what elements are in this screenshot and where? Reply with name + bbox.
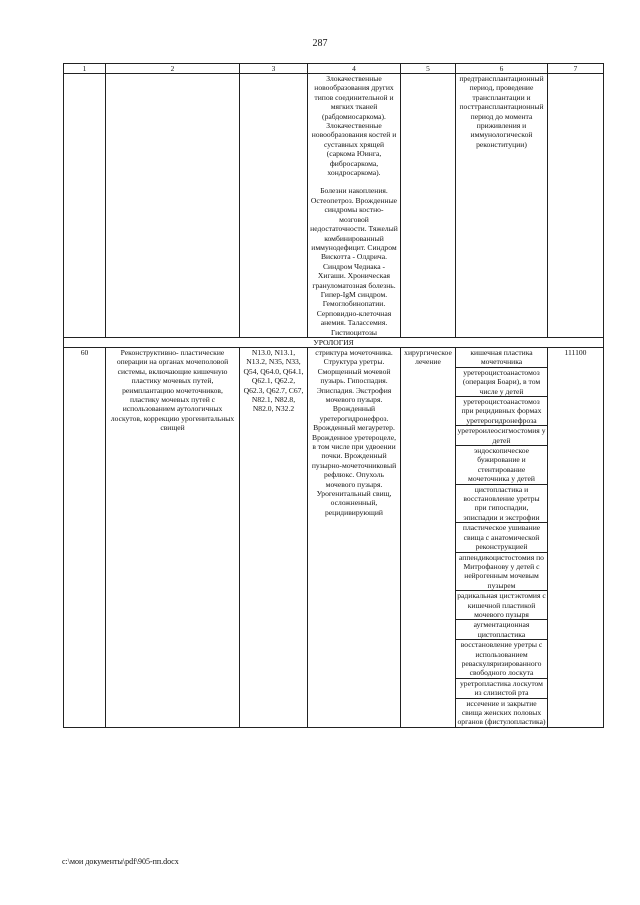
method-item: иссечение и закрытие свища женских половых органов (фистулопластика) (457, 698, 546, 727)
section-title: УРОЛОГИЯ (64, 337, 604, 347)
row-number: 60 (64, 347, 106, 727)
method-item: уретероцистоанастомоз при рецидивных формах уретерогидронефроза (456, 397, 547, 426)
column-header: 1 (64, 64, 106, 74)
column-header: 2 (106, 64, 240, 74)
section-row (64, 337, 604, 347)
method-item: восстановление уретры с использованием реваскуляризированного свободного лоскута (456, 640, 547, 679)
method-cell: предтрансплантационный период, проведение трансплантации и посттрансплантационный период до момента приживления и иммунологической реконституции) (456, 74, 548, 338)
method-item: аппендикоцистостомия по Митрофанову у детей с нейрогенным мочевым пузырем (456, 553, 547, 592)
medical-care-table (63, 63, 604, 728)
continued-row (64, 74, 604, 338)
table-row (64, 347, 604, 727)
method-item: цистопластика и восстановление уретры при гипоспадии, эписпадии и экстрофии (456, 485, 547, 524)
method-list (456, 347, 548, 727)
column-header: 4 (308, 64, 401, 74)
column-header: 6 (456, 64, 548, 74)
method-item: радикальная цистэктомия с кишечной пластикой мочевого пузыря (457, 591, 546, 619)
diagnosis-block: Злокачественные новообразования других типов соединительной и мягких тканей (рабдомиосаркома). Злокачественные новообразования костей и суставных хрящей (саркома Юинга, фибросаркома, хондросаркома). (311, 74, 397, 178)
diagnosis-cell (308, 74, 401, 338)
method-item: пластическое ушивание свища с анатомической реконструкцией (456, 523, 547, 552)
column-header: 7 (548, 64, 604, 74)
method-item: уретероцистоанастомоз (операция Боари), в том числе у детей (456, 368, 547, 397)
column-number-row (64, 64, 604, 74)
column-header: 5 (401, 64, 456, 74)
file-path-footer: c:\мои документы\pdf\905-пп.docx (62, 857, 179, 866)
method-item: аугментационная цистопластика (456, 620, 547, 640)
cost-value: 111100 (548, 347, 604, 727)
diagnosis-block: Болезни накопления. Остеопетроз. Врожденные синдромы костно-мозговой недостаточности. Тяжелый комбинированный иммунодефицит. Синдром Вискотта - Олдрича. Синдром Чедиака - Хигаши. Хроническая грануломатозная болезнь. Гипер-IgM синдром. Гемоглобинопатии. Серповидно-клеточная анемия. Талассемия. Гистиоцитозы (310, 186, 398, 337)
icd-codes: N13.0, N13.1, N13.2, N35, N33, Q54, Q64.0, Q64.1, Q62.1, Q62.2, Q62.3, Q62.7, C67, N82.1, N82.8, N82.0, N32.2 (240, 347, 308, 727)
column-header: 3 (240, 64, 308, 74)
diagnosis-cell: стриктура мочеточника. Структура уретры. Сморщенный мочевой пузырь. Гипоспадия. Эписпадия. Экстрофия мочевого пузыря. Врожденный уретерогидронефроз. Врожденный мегауретер. Врожденное уретероцеле, в том числе при удвоении почки. Врожденный пузырно-мочеточниковый рефлюкс. Опухоль мочевого пузыря. Урогенитальный свищ, осложненный, рецидивирующий (308, 347, 401, 727)
method-item: уретропластика лоскутом из слизистой рта (456, 679, 547, 699)
method-item: кишечная пластика мочеточника (456, 348, 547, 368)
method-item: уретероилеосигмостомия у детей (457, 426, 546, 445)
treatment-type: хирургическое лечение (401, 347, 456, 727)
procedure-name: Реконструктивно- пластические операции на органах мочеполовой системы, включающие кишечную пластику мочевых путей, реимплантацию мочеточников, пластику мочевых путей с использованием аутологичных лоскутов, коррекцию урогенитальных свищей (106, 347, 240, 727)
page-number: 287 (312, 38, 328, 49)
method-item: эндоскопическое бужирование и стентирование мочеточника у детей (456, 446, 547, 485)
